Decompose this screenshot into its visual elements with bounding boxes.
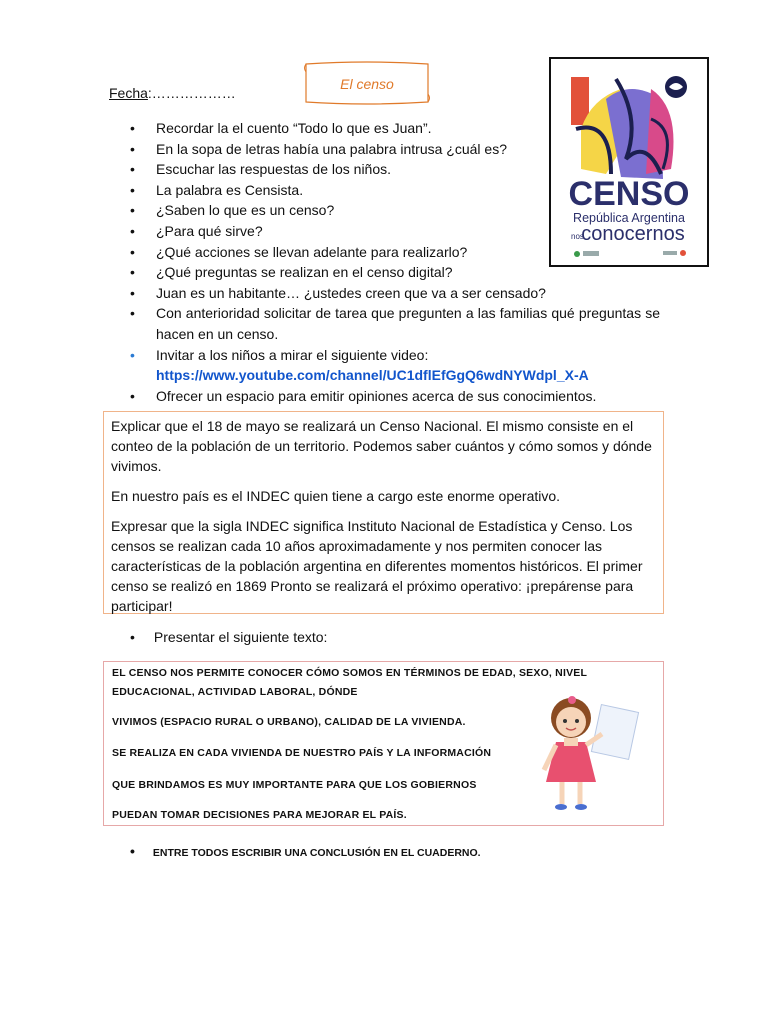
list-item: • Recordar la el cuento “Todo lo que es Juan”. <box>130 118 660 139</box>
explanation-paragraph: En nuestro país es el INDEC quien tiene a cargo este enorme operativo. <box>111 488 561 504</box>
video-instruction: Invitar a los niños a mirar el siguiente video: <box>156 346 429 363</box>
logo-tagline-prefix: nos <box>571 232 584 241</box>
explanation-box <box>103 411 664 614</box>
list-item-video <box>130 345 660 386</box>
list-item: • Juan es un habitante… ¿ustedes creen que va a ser censado? <box>130 283 660 304</box>
text-line: EL CENSO NOS PERMITE CONOCER CÓMO SOMOS EN TÉRMINOS DE EDAD, SEXO, NIVEL <box>112 667 588 679</box>
explanation-paragraph: Explicar que el 18 de mayo se realizará un Censo Nacional. El mismo consiste en el conteo de la población de un territorio. Podemos saber cuántos y cómo somos y dónde vivimos. <box>111 418 652 474</box>
date-label: Fecha <box>109 85 148 101</box>
present-text-item: • Presentar el siguiente texto: <box>130 629 327 645</box>
list-item: • En la sopa de letras había una palabra intrusa ¿cuál es? <box>130 139 660 160</box>
date-blank: :……………… <box>147 85 236 101</box>
girl-with-paper-illustration <box>526 690 646 814</box>
text-line: EDUCACIONAL, ACTIVIDAD LABORAL, DÓNDE <box>112 686 358 698</box>
date-line <box>109 85 236 101</box>
list-item: • ¿Qué acciones se llevan adelante para realizarlo? <box>130 242 660 263</box>
text-line: PUEDAN TOMAR DECISIONES PARA MEJORAR EL PAÍS. <box>112 809 407 821</box>
list-item: • ¿Para qué sirve? <box>130 221 660 242</box>
logo-word: CENSO <box>568 175 690 213</box>
list-item: • La palabra es Censista. <box>130 180 660 201</box>
logo-tagline: conocernos <box>581 223 685 245</box>
list-item: • ¿Saben lo que es un censo? <box>130 200 660 221</box>
conclusion-item: • ENTRE TODOS ESCRIBIR UNA CONCLUSIÓN EN EL CUADERNO. <box>130 843 481 859</box>
list-item: • Escuchar las respuestas de los niños. <box>130 159 660 180</box>
text-line: QUE BRINDAMOS ES MUY IMPORTANTE PARA QUE LOS GOBIERNOS <box>112 779 477 791</box>
page-title: El censo <box>340 76 394 92</box>
list-item: • Con anterioridad solicitar de tarea que pregunten a las familias qué preguntas se hacen en un censo. <box>130 303 660 344</box>
text-line: SE REALIZA EN CADA VIVIENDA DE NUESTRO PAÍS Y LA INFORMACIÓN <box>112 747 492 759</box>
title-banner <box>303 60 431 106</box>
activity-list <box>130 118 660 406</box>
text-line: VIVIMOS (ESPACIO RURAL O URBANO), CALIDAD DE LA VIVIENDA. <box>112 716 466 728</box>
list-item: • ¿Qué preguntas se realizan en el censo digital? <box>130 262 660 283</box>
logo-country: República Argentina <box>573 211 685 225</box>
reading-text-box <box>103 661 664 826</box>
explanation-paragraph: Expresar que la sigla INDEC significa Instituto Nacional de Estadística y Censo. Los censos se realizan cada 10 años aproximadamente y nos permiten conocer las características de la población argentina en diferentes momentos históricos. El primer censo se realizó en 1869 Pronto se realizará el próximo operativo: ¡prepárense para participar! <box>111 518 643 614</box>
list-item: • Ofrecer un espacio para emitir opiniones acerca de sus conocimientos. <box>130 386 660 407</box>
video-link[interactable]: https://www.youtube.com/channel/UC1dflEfGgQ6wdNYWdpl_X-A <box>156 367 589 384</box>
